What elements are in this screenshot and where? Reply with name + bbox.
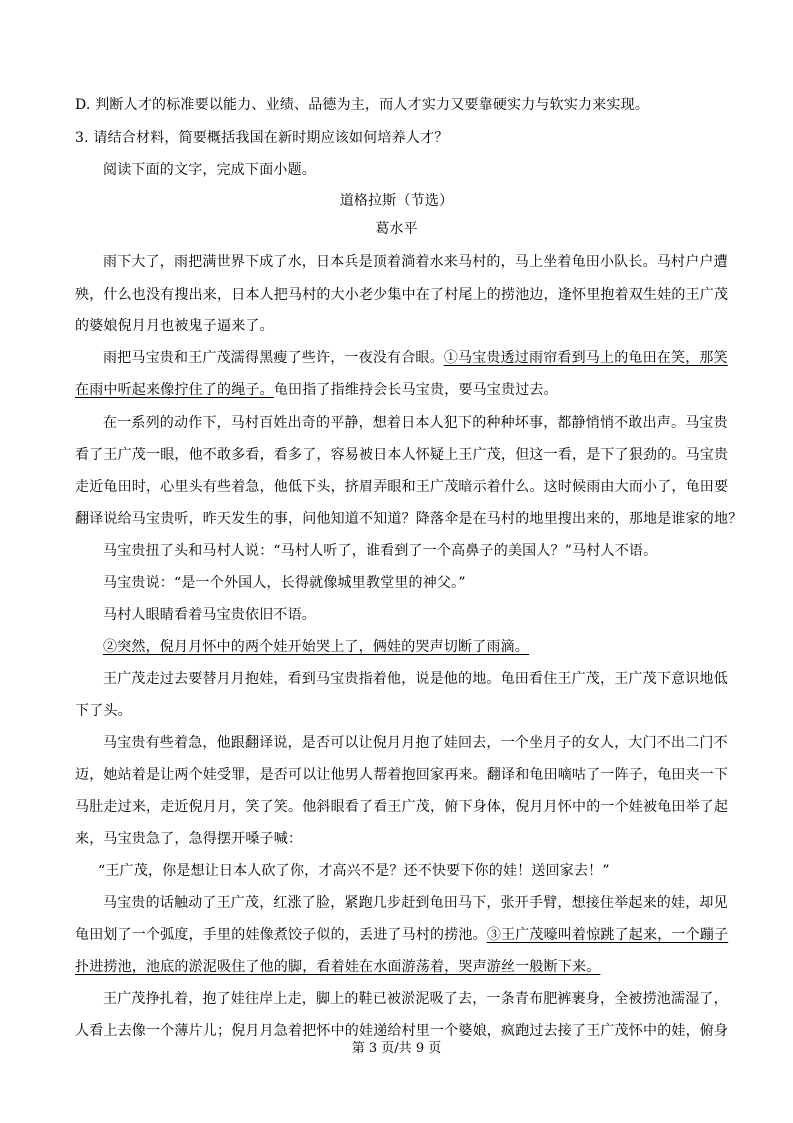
passage-title: 道格拉斯（节选） xyxy=(339,193,454,209)
underlined-sentence-3: ③王广茂嚎叫着惊跳了起来，一个蹦子 xyxy=(486,927,729,943)
underlined-sentence-3-cont: 扑进捞池，池底的淤泥吸住了他的脚，看着娃在水面游荡着，哭声游丝一般断下来。 xyxy=(75,959,601,975)
paragraph-line: 来，马宝贵急了，急得摆开嗓子喊： xyxy=(75,831,303,847)
paragraph-line: 迈，她站着是让两个娃受罪，是否可以让他男人帮着抱回家再来。翻译和龟田嘀咕了一阵子，龟田夹一下 xyxy=(75,767,729,783)
text-segment: 龟田划了一个弧度，手里的娃像煮饺子似的，丢进了马村的捞池。 xyxy=(75,927,487,943)
paragraph-line: 看了王广茂一眼，他不敢多看，看多了，容易被日本人怀疑上王广茂，但这一看，是下了狠劲的。马宝贵 xyxy=(75,447,729,463)
reading-instruction: 阅读下面的文字，完成下面小题。 xyxy=(103,162,316,178)
paragraph-line xyxy=(103,637,735,657)
paragraph-line: 王广茂挣扎着，抱了娃往岸上走，脚上的鞋已被淤泥吸了去，一条青布肥裤裹身，全被捞池濡湿了， xyxy=(103,991,728,1007)
paragraph-line: 马宝贵说：“是一个外国人，长得就像城里教堂里的神父。” xyxy=(103,575,466,591)
paragraph-line: 马肚走过来，走近倪月月，笑了笑。他斜眼看了看王广茂，俯下身体，倪月月怀中的一个娃被龟田举了起 xyxy=(75,799,729,815)
paragraph-line: 马村人眼睛看着马宝贵依旧不语。 xyxy=(103,607,316,623)
paragraph-line xyxy=(103,348,735,368)
paragraph-line: 马宝贵有些着急，他跟翻译说，是否可以让倪月月抱了娃回去，一个坐月子的女人，大门不出二门不 xyxy=(103,735,728,751)
page-footer: 第 3 页/共 9 页 xyxy=(351,1041,442,1056)
paragraph-line: 马宝贵的话触动了王广茂，红涨了脸，紧跑几步赶到龟田马下，张开手臂，想接住举起来的娃，却见 xyxy=(103,895,728,911)
underlined-sentence-1: ①马宝贵透过雨帘看到马上的龟田在笑，那笑 xyxy=(443,350,728,366)
paragraph-line: 下了头。 xyxy=(75,703,132,719)
text-segment: 龟田指了指维持会长马宝贵，要马宝贵过去。 xyxy=(273,382,558,398)
paragraph-line: 殃，什么也没有搜出来，日本人把马村的大小老少集中在了村尾上的捞池边，逢怀里抱着双生娃的王广茂 xyxy=(75,287,729,303)
paragraph-line: 的婆娘倪月月也被鬼子逼来了。 xyxy=(75,318,274,334)
passage-author: 葛水平 xyxy=(375,221,418,237)
paragraph-line: 人看上去像一个薄片儿；倪月月急着把怀中的娃递给村里一个婆娘，疯跑过去接了王广茂怀中的娃，俯身 xyxy=(75,1023,729,1039)
paragraph-line: 王广茂走过去要替月月抱娃，看到马宝贵指着他，说是他的地。龟田看住王广茂，王广茂下意识地低 xyxy=(103,671,728,687)
paragraph-line xyxy=(75,380,735,400)
question-3: 3. 请结合材料，简要概括我国在新时期应该如何培养人才？ xyxy=(75,130,449,146)
paragraph-line: “王广茂，你是想让日本人砍了你，才高兴不是？还不快要下你的娃！送回家去！” xyxy=(98,863,610,879)
paragraph-line: 马宝贵扭了头和马村人说：“马村人听了，谁看到了一个高鼻子的美国人？”马村人不语。 xyxy=(103,543,658,559)
underlined-sentence-1-cont: 在雨中听起来像拧住了的绳子。 xyxy=(75,382,274,398)
option-d: D. 判断人才的标准要以能力、业绩、品德为主，而人才实力又要靠硬实力与软实力来实现。 xyxy=(75,97,650,113)
paragraph-line: 在一系列的动作下，马村百姓出奇的平静，想着日本人犯下的种种坏事，都静悄悄不敢出声。马宝贵 xyxy=(103,415,728,431)
underlined-sentence-2: ②突然，倪月月怀中的两个娃开始哭上了，俩娃的哭声切断了雨滴。 xyxy=(103,639,529,655)
paragraph-line: 走近龟田时，心里头有些着急，他低下头，挤眉弄眼和王广茂暗示着什么。这时候雨由大而小了，龟田要 xyxy=(75,479,729,495)
text-segment: 雨把马宝贵和王广茂濡得黑瘦了些许，一夜没有合眼。 xyxy=(103,350,444,366)
paragraph-line: 翻译说给马宝贵听，昨天发生的事，问他知道不知道？降落伞是在马村的地里搜出来的，那地是谁家的地？ xyxy=(75,511,743,527)
paragraph-line: 雨下大了，雨把满世界下成了水，日本兵是顶着淌着水来马村的，马上坐着龟田小队长。马村户户遭 xyxy=(103,254,728,270)
paragraph-line xyxy=(75,957,735,977)
paragraph-line xyxy=(75,925,735,945)
